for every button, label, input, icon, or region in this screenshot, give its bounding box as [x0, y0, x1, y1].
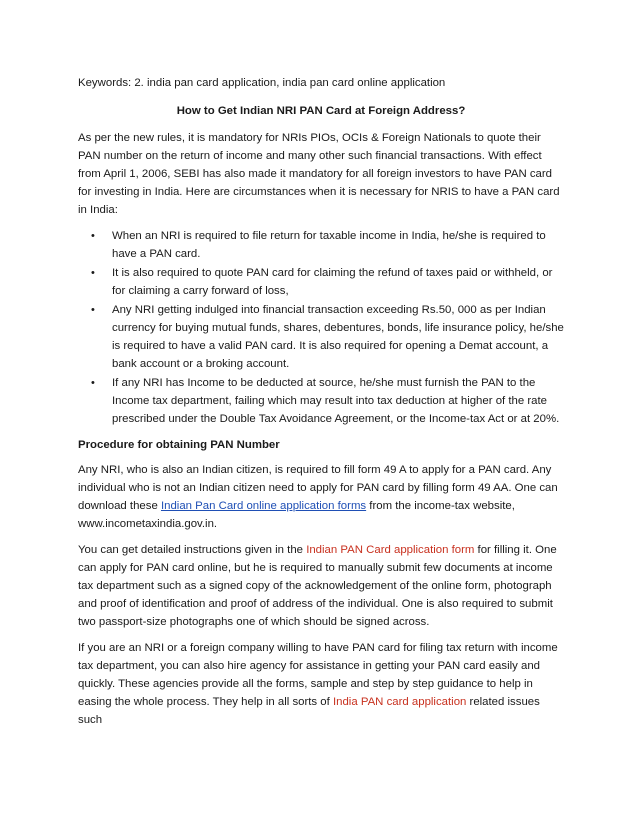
paragraph-text: from the income-tax website, www.incometaxindia.gov.in.	[78, 500, 515, 530]
paragraph-text: You can get detailed instructions given in the	[78, 544, 307, 556]
application-form-link[interactable]: Indian PAN Card application form	[306, 544, 475, 556]
procedure-paragraph-3	[78, 639, 564, 729]
paragraph-text: If you are an NRI or a foreign company willing to have PAN card for filing tax return with income tax department, you can also hire agency for assistance in getting your PAN card easily and quickly. These agencies provide all the forms, sample and step by step guidance to help in easing the whole process. They help in all sorts of	[78, 642, 558, 708]
list-item	[78, 227, 564, 263]
bullet-icon: •	[91, 377, 95, 389]
paragraph-text: for filling it. One can apply for PAN card online, but he is required to manually submit few documents at income tax department such as a signed copy of the acknowledgement of the online form, photograph and proof of identification and proof of address of the individual. One is also required to submit two passport-size photographs one of which should be signed across.	[78, 544, 557, 628]
paragraph-text: Any NRI, who is also an Indian citizen, is required to fill form 49 A to apply for a PAN card. Any individual who is not an Indian citizen need to apply for PAN card by filling form 49 AA. One can download these	[78, 464, 558, 512]
list-item-text: Any NRI getting indulged into financial transaction exceeding Rs.50, 000 as per Indian currency for buying mutual funds, shares, debentures, bonds, life insurance policy, he/she is required to have a valid PAN card. It is also required for opening a Demat account, a bank account or a broking account.	[112, 304, 564, 370]
paragraph-text: related issues such	[78, 696, 540, 726]
list-item	[78, 301, 564, 373]
list-item	[78, 264, 564, 300]
document-body	[78, 74, 564, 737]
list-item-text: When an NRI is required to file return for taxable income in India, he/she is required to have a PAN card.	[112, 230, 546, 260]
procedure-paragraph-2	[78, 541, 564, 631]
circumstances-list	[78, 227, 564, 428]
application-forms-link[interactable]: Indian Pan Card online application forms	[160, 500, 367, 512]
bullet-icon: •	[91, 267, 95, 279]
list-item-text: It is also required to quote PAN card for claiming the refund of taxes paid or withheld, or for claiming a carry forward of loss,	[112, 267, 553, 297]
procedure-heading: Procedure for obtaining PAN Number	[78, 439, 280, 451]
procedure-paragraph-1	[78, 461, 564, 533]
list-item	[78, 374, 564, 428]
pan-card-application-link[interactable]: India PAN card application	[332, 696, 467, 708]
bullet-icon: •	[91, 230, 95, 242]
keywords-line: Keywords: 2. india pan card application, india pan card online application	[78, 77, 446, 89]
intro-paragraph: As per the new rules, it is mandatory for NRIs PIOs, OCIs & Foreign Nationals to quote their PAN number on the return of income and many other such financial transactions. With effect from April 1, 2006, SEBI has also made it mandatory for all foreign investors to have PAN card for investing in India. Here are circumstances when it is necessary for NRIS to have a PAN card in India:	[78, 132, 560, 216]
list-item-text: If any NRI has Income to be deducted at source, he/she must furnish the PAN to the Income tax department, failing which may result into tax deduction at higher of the rate prescribed under the Double Tax Avoidance Agreement, or the Income-tax Act or at 20%.	[112, 377, 560, 425]
bullet-icon: •	[91, 304, 95, 316]
article-title: How to Get Indian NRI PAN Card at Foreign Address?	[176, 105, 466, 117]
